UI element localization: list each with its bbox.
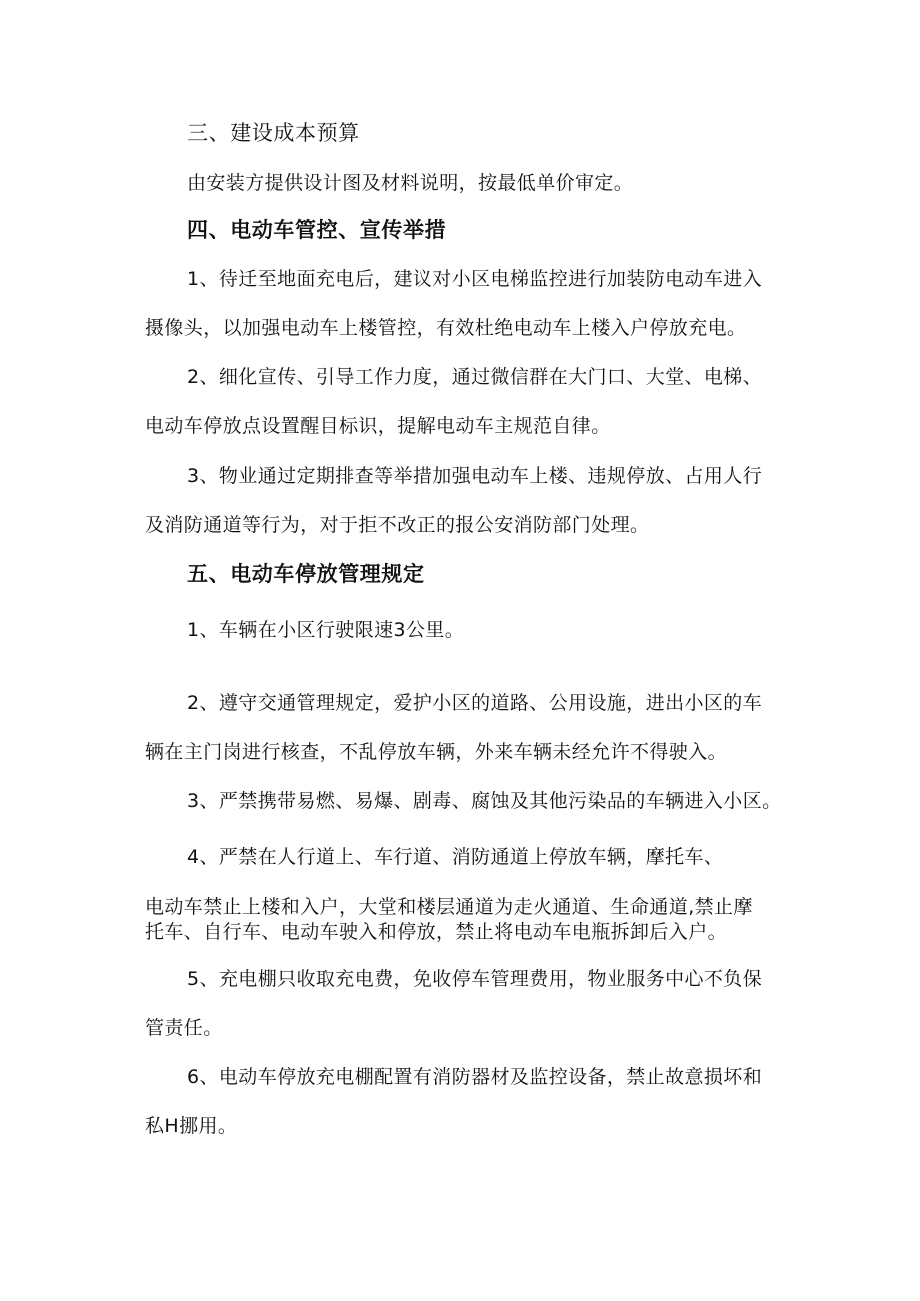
section5-item6-line1: 6、电动车停放充电棚配置有消防器材及监控设备，禁止故意损坏和	[187, 1066, 763, 1088]
section3-paragraph: 由安装方提供设计图及材料说明，按最低单价审定。	[187, 172, 634, 194]
section3-heading: 三、建设成本预算	[187, 121, 360, 145]
section4-item2-line1: 2、细化宣传、引导工作力度，通过微信群在大门口、大堂、电梯、	[187, 366, 763, 388]
section4-item1-line1: 1、待迁至地面充电后，建议对小区电梯监控进行加装防电动车进入	[187, 268, 763, 290]
section5-item5-line1: 5、充电棚只收取充电费，免收停车管理费用，物业服务中心不负保	[187, 968, 763, 990]
section5-item5-line2: 管责任。	[145, 1017, 223, 1039]
section5-item6-line2: 私H挪用。	[145, 1115, 238, 1137]
section5-item2-line1: 2、遵守交通管理规定，爱护小区的道路、公用设施，进出小区的车	[187, 692, 763, 714]
section4-item1-line2: 摄像头，以加强电动车上楼管控，有效杜绝电动车上楼入户停放充电。	[145, 317, 747, 339]
section5-item4-line3: 托车、自行车、电动车驶入和停放，禁止将电动车电瓶拆卸后入户。	[145, 921, 728, 943]
section4-item3-line2: 及消防通道等行为，对于拒不改正的报公安消防部门处理。	[145, 514, 650, 536]
section5-item1: 1、车辆在小区行驶限速3公里。	[187, 619, 465, 641]
section4-item3-line1: 3、物业通过定期排查等举措加强电动车上楼、违规停放、占用人行	[187, 465, 763, 487]
section4-heading: 四、电动车管控、宣传举措	[187, 218, 447, 242]
section5-item4-line2: 电动车禁止上楼和入户，大堂和楼层通道为走火通道、生命通道,禁止摩	[145, 896, 753, 918]
section5-item3: 3、严禁携带易燃、易爆、剧毒、腐蚀及其他污染品的车辆进入小区。	[187, 790, 782, 812]
section5-item2-line2: 辆在主门岗进行核查，不乱停放车辆，外来车辆未经允许不得驶入。	[145, 741, 728, 763]
section4-item2-line2: 电动车停放点设置醒目标识，提解电动车主规范自律。	[145, 415, 611, 437]
section5-item4-line1: 4、严禁在人行道上、车行道、消防通道上停放车辆，摩托车、	[187, 846, 724, 868]
section5-heading: 五、电动车停放管理规定	[187, 562, 425, 586]
